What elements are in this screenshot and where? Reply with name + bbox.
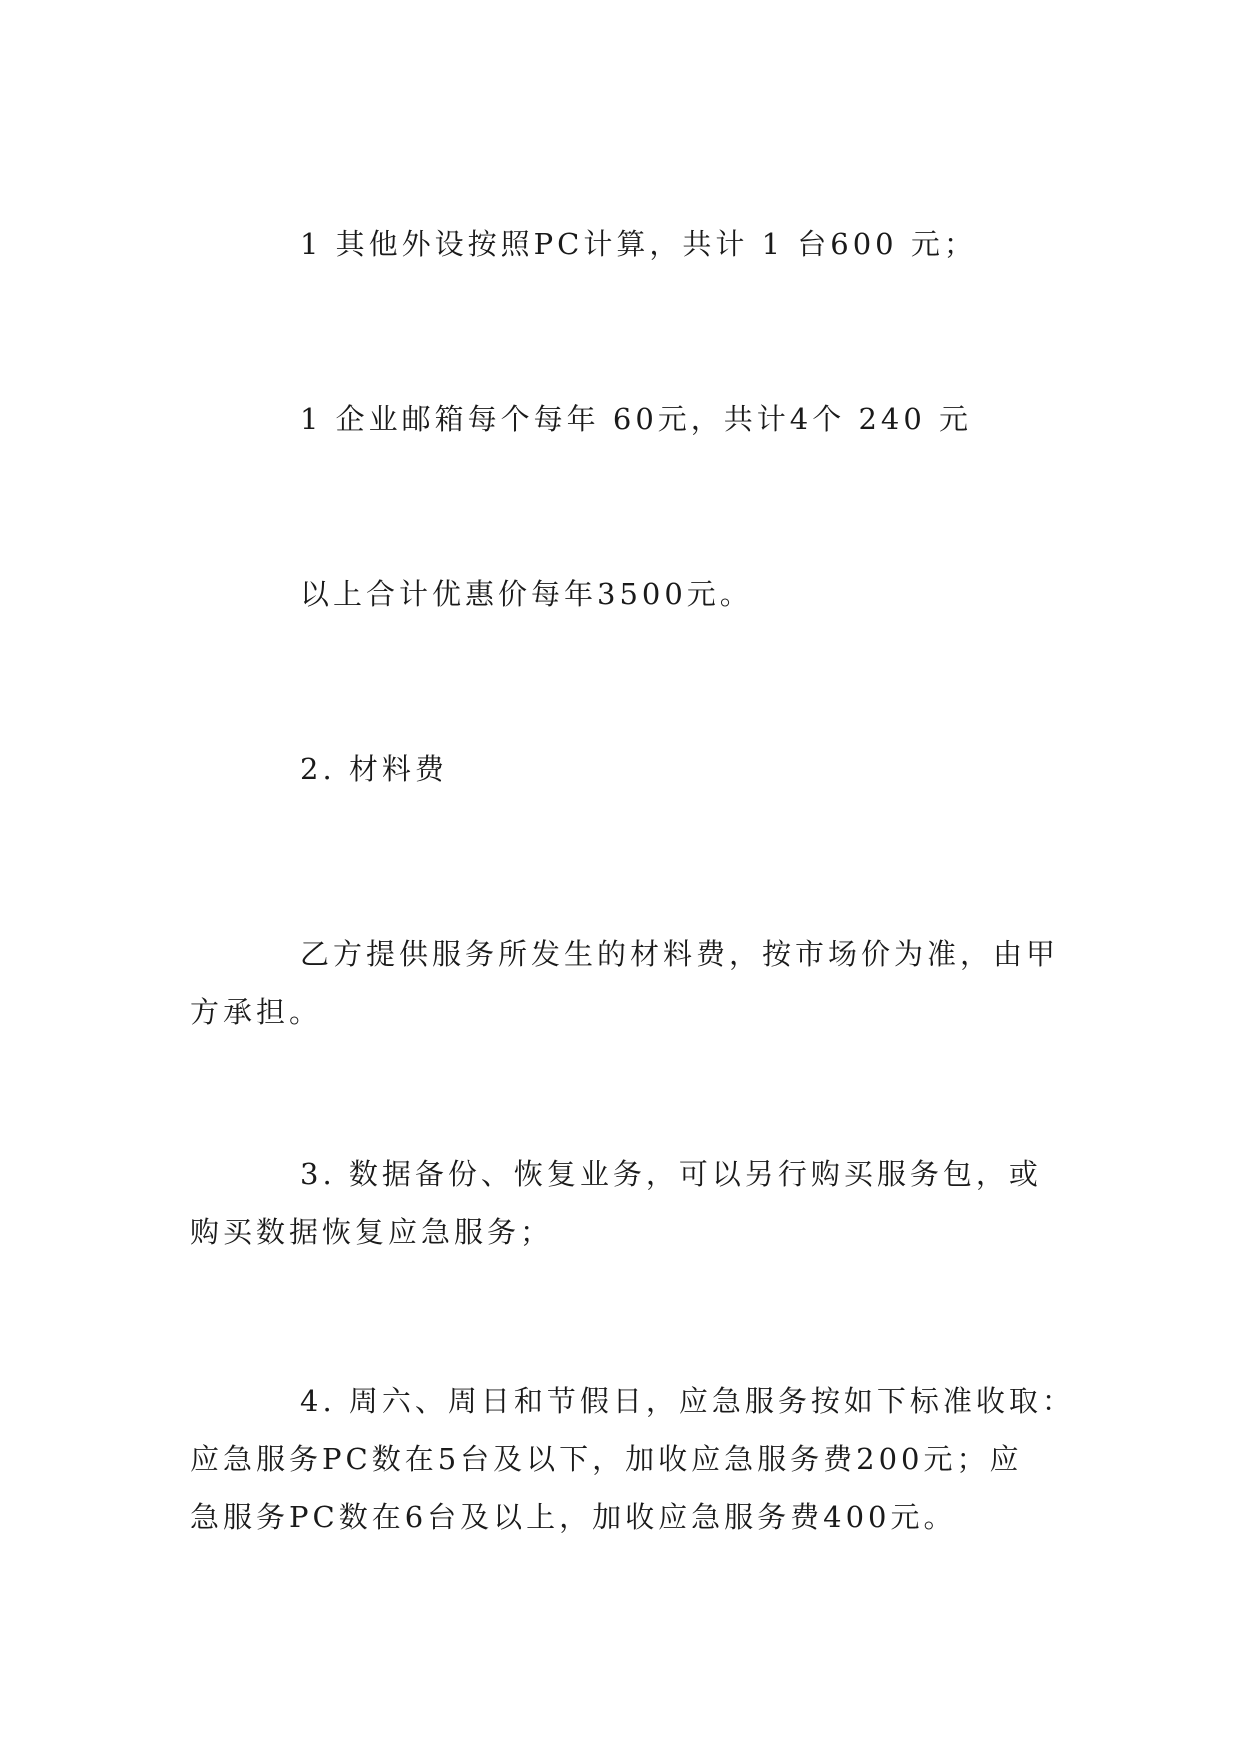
- paragraph-total-price: [190, 565, 1050, 623]
- paragraph-line: 4. 周六、周日和节假日，应急服务按如下标准收取：: [300, 1384, 1075, 1418]
- paragraph-data-backup: [190, 1145, 1050, 1261]
- paragraph-line: 2. 材料费: [300, 752, 448, 786]
- paragraph-peripherals-fee: [190, 215, 1050, 273]
- paragraph-line: 以上合计优惠价每年3500元。: [300, 577, 753, 611]
- paragraph-line: 应急服务PC数在5台及以下，加收应急服务费200元；应: [190, 1442, 1023, 1476]
- paragraph-line: 1 其他外设按照PC计算，共计 1 台600 元；: [300, 227, 977, 261]
- paragraph-line: 3. 数据备份、恢复业务，可以另行购买服务包，或: [300, 1157, 1042, 1191]
- paragraph-line: 方承担。: [190, 995, 323, 1029]
- paragraph-emergency-service: [190, 1372, 1075, 1546]
- paragraph-line: 购买数据恢复应急服务；: [190, 1215, 554, 1249]
- paragraph-line: 乙方提供服务所发生的材料费，按市场价为准，由甲: [300, 937, 1060, 971]
- paragraph-email-fee: [190, 390, 1050, 448]
- paragraph-line: 急服务PC数在6台及以上，加收应急服务费400元。: [190, 1500, 957, 1534]
- paragraph-line: 1 企业邮箱每个每年 60元，共计4个 240 元: [300, 402, 973, 436]
- paragraph-materials-fee: [190, 925, 1060, 1041]
- section-heading-materials: [190, 740, 1050, 798]
